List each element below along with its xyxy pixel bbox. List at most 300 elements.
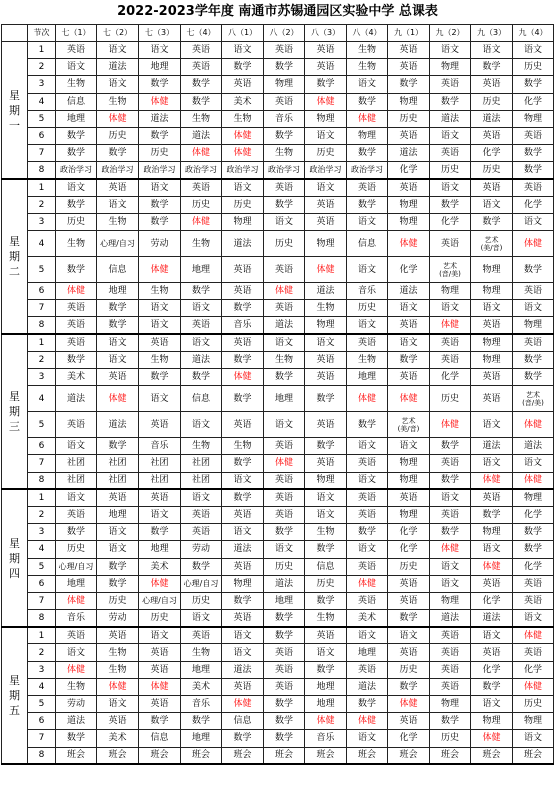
period-row <box>2 592 554 609</box>
lesson-cell: 劳动 <box>139 231 181 257</box>
lesson-cell: 历史 <box>388 558 430 575</box>
lesson-cell: 英语 <box>181 179 222 196</box>
period-number: 2 <box>28 196 56 213</box>
lesson-cell: 语文 <box>471 627 513 644</box>
lesson-cell: 数学 <box>347 524 388 541</box>
lesson-cell: 生物 <box>181 231 222 257</box>
lesson-cell: 化学 <box>388 541 430 558</box>
lesson-cell: 语文 <box>305 127 347 144</box>
lesson-cell: 语文 <box>513 730 554 747</box>
lesson-cell: 数学 <box>97 575 139 592</box>
lesson-cell: 英语 <box>347 661 388 678</box>
timetable-body <box>2 25 554 765</box>
lesson-cell: 语文 <box>347 213 388 230</box>
lesson-cell: 数学 <box>305 541 347 558</box>
lesson-cell: 数学 <box>513 162 554 179</box>
lesson-cell: 英语 <box>97 627 139 644</box>
lesson-cell: 数学 <box>56 127 97 144</box>
lesson-cell: 数学 <box>264 730 305 747</box>
lesson-cell: 化学 <box>430 369 471 386</box>
period-row <box>2 730 554 747</box>
lesson-cell: 英语 <box>264 300 305 317</box>
lesson-cell: 班会 <box>222 747 264 764</box>
lesson-cell: 语文 <box>347 438 388 455</box>
lesson-cell: 数学 <box>388 610 430 627</box>
lesson-cell: 英语 <box>222 412 264 438</box>
lesson-cell: 数学 <box>181 283 222 300</box>
lesson-cell: 数学 <box>139 713 181 730</box>
lesson-cell: 历史 <box>181 196 222 213</box>
lesson-cell: 社团 <box>139 455 181 472</box>
lesson-cell: 语文 <box>513 213 554 230</box>
lesson-cell: 数学 <box>471 506 513 523</box>
lesson-cell: 语文 <box>305 179 347 196</box>
lesson-cell: 数学 <box>222 730 264 747</box>
lesson-cell: 物理 <box>471 524 513 541</box>
period-row <box>2 489 554 506</box>
lesson-cell: 音乐 <box>222 317 264 334</box>
lesson-cell: 英语 <box>264 257 305 283</box>
lesson-cell: 语文 <box>430 42 471 59</box>
lesson-cell: 艺术 (音/美) <box>430 257 471 283</box>
period-number: 2 <box>28 59 56 76</box>
lesson-cell: 社团 <box>97 455 139 472</box>
lesson-cell: 美术 <box>347 610 388 627</box>
lesson-cell: 政治学习 <box>139 162 181 179</box>
lesson-cell: 英语 <box>139 644 181 661</box>
lesson-cell: 信息 <box>222 713 264 730</box>
lesson-cell: 语文 <box>56 644 97 661</box>
lesson-cell: 数学 <box>97 558 139 575</box>
lesson-cell: 社团 <box>139 472 181 489</box>
lesson-cell: 体健 <box>388 231 430 257</box>
lesson-cell: 生物 <box>139 283 181 300</box>
lesson-cell: 地理 <box>181 661 222 678</box>
period-number: 1 <box>28 334 56 351</box>
header-row <box>2 25 554 42</box>
lesson-cell: 化学 <box>513 558 554 575</box>
lesson-cell: 历史 <box>430 386 471 412</box>
period-number: 3 <box>28 524 56 541</box>
lesson-cell: 历史 <box>513 59 554 76</box>
period-number: 7 <box>28 592 56 609</box>
lesson-cell: 数学 <box>97 317 139 334</box>
lesson-cell: 英语 <box>388 179 430 196</box>
lesson-cell: 历史 <box>222 196 264 213</box>
lesson-cell: 生物 <box>305 524 347 541</box>
lesson-cell: 语文 <box>181 412 222 438</box>
lesson-cell: 历史 <box>471 93 513 110</box>
lesson-cell: 体健 <box>222 127 264 144</box>
lesson-cell: 信息 <box>56 93 97 110</box>
lesson-cell: 英语 <box>222 76 264 93</box>
lesson-cell: 体健 <box>513 472 554 489</box>
period-row <box>2 257 554 283</box>
lesson-cell: 语文 <box>97 42 139 59</box>
period-row <box>2 558 554 575</box>
class-header: 八（4） <box>347 25 388 42</box>
day-label: 星 期 一 <box>2 42 28 180</box>
lesson-cell: 数学 <box>305 76 347 93</box>
lesson-cell: 数学 <box>430 93 471 110</box>
period-row <box>2 506 554 523</box>
lesson-cell: 数学 <box>305 386 347 412</box>
lesson-cell: 语文 <box>56 438 97 455</box>
lesson-cell: 道法 <box>222 541 264 558</box>
lesson-cell: 班会 <box>513 747 554 764</box>
lesson-cell: 体健 <box>181 213 222 230</box>
lesson-cell: 历史 <box>97 592 139 609</box>
lesson-cell: 物理 <box>222 575 264 592</box>
lesson-cell: 英语 <box>222 678 264 695</box>
lesson-cell: 政治学习 <box>347 162 388 179</box>
lesson-cell: 地理 <box>264 386 305 412</box>
lesson-cell: 英语 <box>305 213 347 230</box>
lesson-cell: 数学 <box>513 369 554 386</box>
lesson-cell: 历史 <box>139 610 181 627</box>
lesson-cell: 英语 <box>388 489 430 506</box>
period-row <box>2 283 554 300</box>
lesson-cell: 英语 <box>430 644 471 661</box>
lesson-cell: 英语 <box>139 661 181 678</box>
lesson-cell: 体健 <box>56 661 97 678</box>
period-row <box>2 317 554 334</box>
lesson-cell: 数学 <box>139 524 181 541</box>
lesson-cell: 数学 <box>181 713 222 730</box>
lesson-cell: 劳动 <box>181 541 222 558</box>
lesson-cell: 体健 <box>471 558 513 575</box>
lesson-cell: 班会 <box>430 747 471 764</box>
lesson-cell: 劳动 <box>97 610 139 627</box>
lesson-cell: 数学 <box>430 524 471 541</box>
lesson-cell: 道法 <box>388 283 430 300</box>
lesson-cell: 语文 <box>56 59 97 76</box>
period-row <box>2 179 554 196</box>
lesson-cell: 数学 <box>222 300 264 317</box>
lesson-cell: 物理 <box>388 472 430 489</box>
lesson-cell: 英语 <box>388 42 430 59</box>
lesson-cell: 英语 <box>347 592 388 609</box>
lesson-cell: 英语 <box>56 42 97 59</box>
lesson-cell: 音乐 <box>181 696 222 713</box>
lesson-cell: 数学 <box>513 145 554 162</box>
lesson-cell: 体健 <box>471 472 513 489</box>
lesson-cell: 体健 <box>347 386 388 412</box>
lesson-cell: 化学 <box>471 592 513 609</box>
lesson-cell: 班会 <box>181 747 222 764</box>
lesson-cell: 英语 <box>430 351 471 368</box>
lesson-cell: 生物 <box>347 351 388 368</box>
lesson-cell: 英语 <box>513 283 554 300</box>
lesson-cell: 语文 <box>430 558 471 575</box>
period-number: 8 <box>28 162 56 179</box>
class-header: 八（1） <box>222 25 264 42</box>
period-number: 2 <box>28 506 56 523</box>
period-number: 2 <box>28 351 56 368</box>
lesson-cell: 语文 <box>56 179 97 196</box>
lesson-cell: 班会 <box>305 747 347 764</box>
lesson-cell: 道法 <box>513 438 554 455</box>
lesson-cell: 艺术 (美/音) <box>471 231 513 257</box>
lesson-cell: 体健 <box>305 257 347 283</box>
lesson-cell: 数学 <box>305 438 347 455</box>
lesson-cell: 英语 <box>181 59 222 76</box>
lesson-cell: 物理 <box>388 506 430 523</box>
lesson-cell: 数学 <box>56 524 97 541</box>
lesson-cell: 数学 <box>347 145 388 162</box>
lesson-cell: 生物 <box>97 93 139 110</box>
lesson-cell: 班会 <box>347 747 388 764</box>
period-row <box>2 455 554 472</box>
lesson-cell: 数学 <box>430 713 471 730</box>
lesson-cell: 数学 <box>430 438 471 455</box>
lesson-cell: 数学 <box>181 76 222 93</box>
lesson-cell: 英语 <box>430 145 471 162</box>
period-row <box>2 438 554 455</box>
lesson-cell: 英语 <box>181 627 222 644</box>
period-row <box>2 747 554 764</box>
lesson-cell: 英语 <box>264 661 305 678</box>
period-row <box>2 524 554 541</box>
lesson-cell: 体健 <box>388 386 430 412</box>
lesson-cell: 生物 <box>222 110 264 127</box>
lesson-cell: 语文 <box>222 627 264 644</box>
lesson-cell: 语文 <box>347 472 388 489</box>
day-label: 星 期 五 <box>2 627 28 765</box>
period-row <box>2 696 554 713</box>
lesson-cell: 物理 <box>513 713 554 730</box>
lesson-cell: 数学 <box>471 59 513 76</box>
lesson-cell: 英语 <box>305 627 347 644</box>
lesson-cell: 地理 <box>347 644 388 661</box>
lesson-cell: 数学 <box>139 369 181 386</box>
lesson-cell: 体健 <box>264 283 305 300</box>
period-row <box>2 610 554 627</box>
period-number: 6 <box>28 438 56 455</box>
lesson-cell: 体健 <box>471 730 513 747</box>
lesson-cell: 语文 <box>97 524 139 541</box>
period-row <box>2 93 554 110</box>
lesson-cell: 道法 <box>222 661 264 678</box>
lesson-cell: 数学 <box>222 592 264 609</box>
lesson-cell: 化学 <box>471 661 513 678</box>
class-header: 八（2） <box>264 25 305 42</box>
lesson-cell: 英语 <box>264 438 305 455</box>
lesson-cell: 班会 <box>471 747 513 764</box>
period-row <box>2 575 554 592</box>
lesson-cell: 数学 <box>222 59 264 76</box>
period-row <box>2 541 554 558</box>
lesson-cell: 英语 <box>347 334 388 351</box>
lesson-cell: 英语 <box>97 369 139 386</box>
period-number: 6 <box>28 283 56 300</box>
lesson-cell: 政治学习 <box>305 162 347 179</box>
period-number: 8 <box>28 610 56 627</box>
lesson-cell: 英语 <box>139 489 181 506</box>
lesson-cell: 英语 <box>430 627 471 644</box>
lesson-cell: 语文 <box>471 42 513 59</box>
lesson-cell: 音乐 <box>264 110 305 127</box>
lesson-cell: 语文 <box>471 300 513 317</box>
corner-cell <box>2 25 28 42</box>
lesson-cell: 英语 <box>305 59 347 76</box>
period-header: 节次 <box>28 25 56 42</box>
lesson-cell: 历史 <box>56 213 97 230</box>
lesson-cell: 语文 <box>264 541 305 558</box>
lesson-cell: 语文 <box>305 506 347 523</box>
lesson-cell: 体健 <box>56 592 97 609</box>
lesson-cell: 体健 <box>97 110 139 127</box>
lesson-cell: 数学 <box>305 592 347 609</box>
lesson-cell: 语文 <box>388 334 430 351</box>
lesson-cell: 美术 <box>97 730 139 747</box>
lesson-cell: 地理 <box>181 730 222 747</box>
lesson-cell: 历史 <box>264 558 305 575</box>
lesson-cell: 化学 <box>388 162 430 179</box>
lesson-cell: 数学 <box>513 351 554 368</box>
lesson-cell: 历史 <box>513 696 554 713</box>
lesson-cell: 英语 <box>471 127 513 144</box>
lesson-cell: 英语 <box>97 713 139 730</box>
lesson-cell: 数学 <box>513 257 554 283</box>
period-row <box>2 162 554 179</box>
lesson-cell: 物理 <box>430 592 471 609</box>
lesson-cell: 英语 <box>347 506 388 523</box>
lesson-cell: 英语 <box>430 76 471 93</box>
class-header: 七（1） <box>56 25 97 42</box>
lesson-cell: 语文 <box>222 179 264 196</box>
lesson-cell: 历史 <box>388 661 430 678</box>
lesson-cell: 物理 <box>222 213 264 230</box>
lesson-cell: 数学 <box>347 696 388 713</box>
lesson-cell: 道法 <box>388 145 430 162</box>
lesson-cell: 体健 <box>513 412 554 438</box>
lesson-cell: 生物 <box>264 145 305 162</box>
lesson-cell: 政治学习 <box>97 162 139 179</box>
lesson-cell: 语文 <box>347 257 388 283</box>
lesson-cell: 数学 <box>347 196 388 213</box>
lesson-cell: 英语 <box>471 644 513 661</box>
lesson-cell: 英语 <box>430 231 471 257</box>
lesson-cell: 物理 <box>471 713 513 730</box>
lesson-cell: 道法 <box>471 110 513 127</box>
period-row <box>2 213 554 230</box>
lesson-cell: 语文 <box>97 76 139 93</box>
class-header: 九（3） <box>471 25 513 42</box>
lesson-cell: 英语 <box>222 506 264 523</box>
lesson-cell: 班会 <box>97 747 139 764</box>
lesson-cell: 语文 <box>347 541 388 558</box>
lesson-cell: 数学 <box>264 59 305 76</box>
lesson-cell: 英语 <box>430 334 471 351</box>
lesson-cell: 数学 <box>347 93 388 110</box>
lesson-cell: 语文 <box>471 196 513 213</box>
lesson-cell: 生物 <box>56 231 97 257</box>
lesson-cell: 数学 <box>56 196 97 213</box>
lesson-cell: 英语 <box>513 644 554 661</box>
lesson-cell: 美术 <box>222 93 264 110</box>
lesson-cell: 英语 <box>97 489 139 506</box>
lesson-cell: 物理 <box>305 317 347 334</box>
lesson-cell: 数学 <box>513 524 554 541</box>
lesson-cell: 物理 <box>430 696 471 713</box>
lesson-cell: 英语 <box>305 412 347 438</box>
lesson-cell: 化学 <box>388 257 430 283</box>
lesson-cell: 英语 <box>347 179 388 196</box>
day-label: 星 期 二 <box>2 179 28 334</box>
lesson-cell: 音乐 <box>305 730 347 747</box>
lesson-cell: 英语 <box>305 196 347 213</box>
lesson-cell: 英语 <box>97 179 139 196</box>
lesson-cell: 数学 <box>97 438 139 455</box>
lesson-cell: 生物 <box>347 59 388 76</box>
period-number: 7 <box>28 300 56 317</box>
lesson-cell: 语文 <box>430 127 471 144</box>
lesson-cell: 体健 <box>430 317 471 334</box>
lesson-cell: 数学 <box>513 76 554 93</box>
lesson-cell: 生物 <box>56 76 97 93</box>
lesson-cell: 社团 <box>181 455 222 472</box>
lesson-cell: 物理 <box>388 196 430 213</box>
lesson-cell: 语文 <box>388 438 430 455</box>
period-number: 3 <box>28 369 56 386</box>
lesson-cell: 物理 <box>264 76 305 93</box>
lesson-cell: 英语 <box>388 369 430 386</box>
lesson-cell: 英语 <box>471 386 513 412</box>
lesson-cell: 英语 <box>264 472 305 489</box>
period-row <box>2 42 554 59</box>
lesson-cell: 美术 <box>181 678 222 695</box>
lesson-cell: 历史 <box>139 145 181 162</box>
period-row <box>2 300 554 317</box>
lesson-cell: 英语 <box>388 317 430 334</box>
lesson-cell: 道法 <box>97 412 139 438</box>
period-number: 4 <box>28 93 56 110</box>
lesson-cell: 体健 <box>513 678 554 695</box>
lesson-cell: 道法 <box>430 610 471 627</box>
period-row <box>2 713 554 730</box>
lesson-cell: 数学 <box>181 558 222 575</box>
lesson-cell: 数学 <box>56 257 97 283</box>
lesson-cell: 体健 <box>56 283 97 300</box>
lesson-cell: 生物 <box>97 644 139 661</box>
lesson-cell: 英语 <box>56 334 97 351</box>
class-header: 九（1） <box>388 25 430 42</box>
lesson-cell: 语文 <box>56 489 97 506</box>
class-header: 九（2） <box>430 25 471 42</box>
lesson-cell: 物理 <box>513 317 554 334</box>
lesson-cell: 英语 <box>430 678 471 695</box>
lesson-cell: 体健 <box>305 93 347 110</box>
period-number: 8 <box>28 472 56 489</box>
lesson-cell: 语文 <box>513 42 554 59</box>
lesson-cell: 语文 <box>347 317 388 334</box>
day-label: 星 期 四 <box>2 489 28 627</box>
lesson-cell: 道法 <box>139 110 181 127</box>
lesson-cell: 体健 <box>388 696 430 713</box>
period-row <box>2 76 554 93</box>
lesson-cell: 道法 <box>264 575 305 592</box>
lesson-cell: 英语 <box>56 300 97 317</box>
lesson-cell: 语文 <box>97 696 139 713</box>
lesson-cell: 英语 <box>222 558 264 575</box>
lesson-cell: 体健 <box>513 627 554 644</box>
lesson-cell: 英语 <box>430 506 471 523</box>
lesson-cell: 数学 <box>222 455 264 472</box>
period-number: 7 <box>28 145 56 162</box>
lesson-cell: 地理 <box>264 592 305 609</box>
lesson-cell: 化学 <box>513 196 554 213</box>
